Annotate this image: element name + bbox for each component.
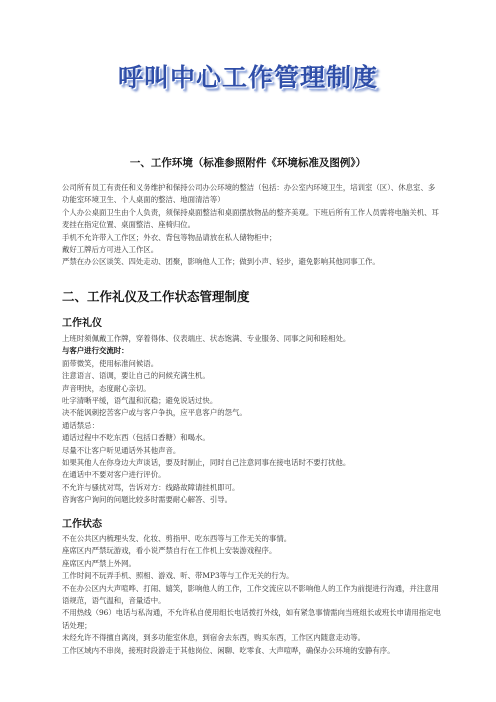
line: 工作时间不玩弄手机、照相、游戏、听、带MP3等与工作无关的行为。 [62, 571, 294, 581]
etiquette-heading: 工作礼仪 [62, 318, 102, 329]
line: 不允许与骚扰对骂，告诉对方：线路故障请挂机即可。 [62, 482, 240, 492]
etiquette-body [62, 333, 442, 507]
line: 在通话中不要对客户进行评价。 [62, 470, 166, 480]
line: 决不能讽刺挖苦客户或与客户争执，应平息客户的怨气。 [62, 408, 247, 418]
line: 不用热线（96）电话与私沟通，不允许私自使用组长电话拨打外线，如有紧急事情需向当班组长或班长申请用指定电话处理； [62, 608, 441, 630]
paragraph: 个人办公桌面卫生由个人负责，须保持桌面整洁和桌面摆放物品的整齐美观。下班后所有工作人员需将电脑关机、耳麦挂在指定位置、桌面整洁、座椅归位。 [62, 207, 439, 230]
line: 面带微笑，使用标准问候语。 [62, 358, 159, 368]
line: 与客户进行交流时： [62, 346, 129, 356]
status-body [62, 533, 442, 657]
line: 吐字清晰平缓，语气温和沉稳；避免说话过快。 [62, 396, 218, 406]
line: 咨询客户询问的问题比较多时需要耐心解答、引导。 [62, 495, 232, 505]
line: 声音明快，态度耐心亲切。 [62, 383, 151, 393]
section-1-heading: 一、工作环境（标准参照附件《环境标准及图例》） [129, 157, 367, 169]
line: 工作区域内不串岗，接班时段游走于其他岗位、闲聊、吃零食、大声喧哗，确保办公环境的安静有序。 [62, 645, 395, 655]
line: 通话禁忌： [62, 420, 99, 430]
paragraph: 手机不允许带入工作区；外衣、背包等物品请放在私人储物柜中； [62, 232, 277, 242]
page-title: 呼叫中心工作管理制度 [117, 63, 378, 92]
line: 座席区内严禁玩游戏，看小说严禁自行在工作机上安装游戏程序。 [62, 546, 277, 556]
line: 尽量不让客户听见通话外其他声音。 [62, 445, 181, 455]
section-1-body [62, 182, 442, 269]
paragraph: 严禁在办公区谈笑、四处走动、团聚，影响他人工作；做到小声、轻步，避免影响其他同事工作。 [62, 257, 380, 267]
paragraph: 公司所有员工有责任和义务维护和保持公司办公环境的整洁（包括：办公室内环境卫生，培训室（区）、休息室、多功能室环境卫生、个人桌面的整洁、地面清洁等） [62, 183, 436, 205]
section-2-heading: 二、工作礼仪及工作状态管理制度 [62, 289, 250, 304]
line: 不在办公区内大声喧哗、打闹、嬉笑，影响他人的工作，工作交流应以不影响他人的工作为前提进行沟通，并注意用语规范，语气温和，音量适中。 [62, 583, 439, 606]
line: 如果其他人在你身边大声谈话，要及时制止，同时自己注意同事在接电话时不要打扰他。 [62, 458, 351, 468]
status-heading: 工作状态 [62, 519, 102, 530]
line: 座席区内严禁上外网。 [62, 558, 136, 568]
line: 未经允许不得擅自离岗，到多功能室休息，到宿舍去东西，购买东西，工作区内随意走动等。 [62, 633, 366, 643]
paragraph: 戴好工牌后方可进入工作区。 [62, 245, 159, 255]
line: 上班时须佩戴工作牌，穿着得体、仪表端庄、状态饱满、专业服务、同事之间和睦相处。 [62, 334, 351, 343]
line: 不在公共区内梳理头发、化妆、剪指甲、吃东西等与工作无关的事情。 [62, 534, 292, 543]
line: 通话过程中不吃东西（包括口香糖）和喝水。 [62, 433, 210, 443]
line: 注意语言、语调，要让自己的问候充满生机。 [62, 371, 210, 381]
